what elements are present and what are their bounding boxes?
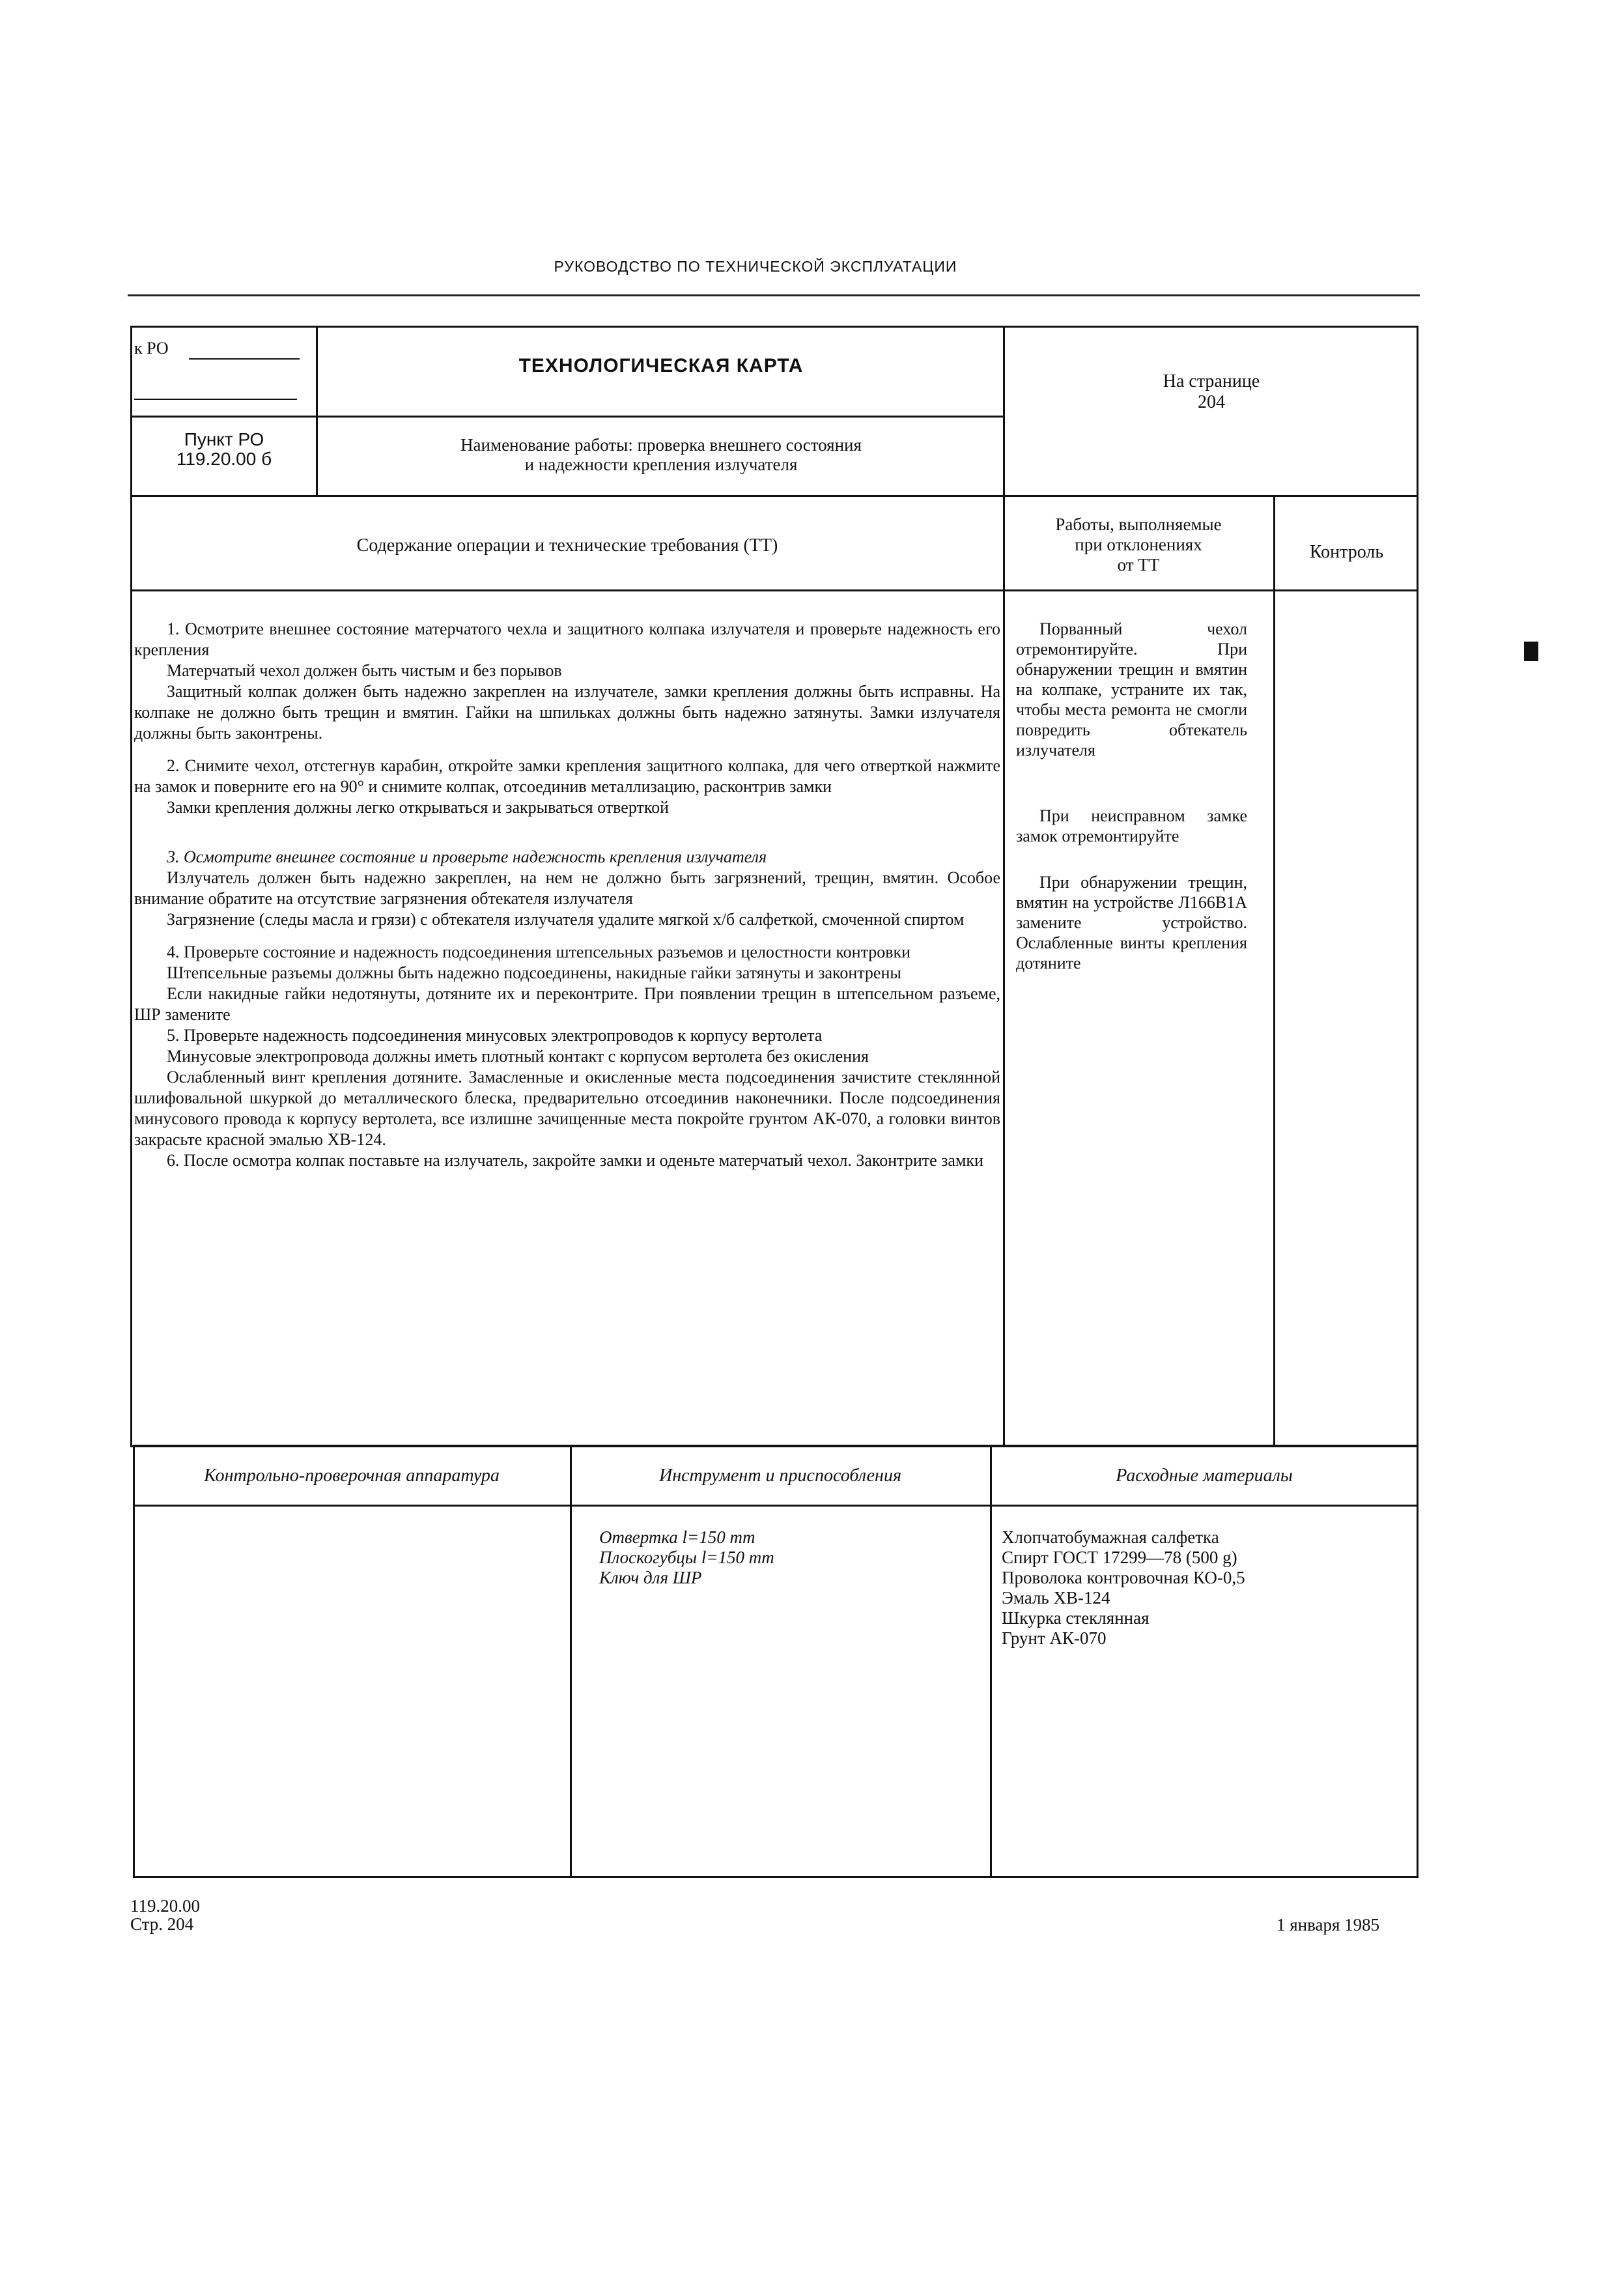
deviation-header-line: от ТТ [1117,555,1160,574]
footer-code-number: 119.20.00 [130,1896,200,1916]
punkt-ro [133,430,315,469]
divider [316,326,318,496]
operation-text: 4. Проверьте состояние и надежность подсоединения штепсельных разъемов и целостности контровки [167,942,911,961]
divider [133,1505,1418,1507]
scan-mark [1524,642,1538,661]
tool-item: Отвертка l=150 mm [599,1527,755,1547]
tool-item: Плоскогубцы l=150 mm [599,1548,774,1567]
material-item: Эмаль ХВ-124 [1002,1588,1110,1608]
divider [570,1445,572,1878]
content-column-header: Содержание операции и технические требования (ТТ) [356,535,778,556]
ref-ro-label: к РО [134,339,169,358]
material-item: Грунт АК-070 [1002,1628,1107,1648]
ref-ro-underline [134,399,297,400]
material-item: Проволока контровочная КО-0,5 [1002,1568,1245,1587]
operation-text: Загрязнение (следы масла и грязи) с обтекателя излучателя удалите мягкой х/б салфеткой, смоченной спиртом [167,910,965,929]
page-ref-number: 204 [1198,392,1225,412]
tools-header: Инструмент и приспособления [659,1466,901,1486]
operation-text: 6. После осмотра колпак поставьте на излучатель, закройте замки и оденьте матерчатый чехол. Законтрите замки [167,1151,983,1170]
operation-text: Если накидные гайки недотянуты, дотяните их и переконтрите. При появлении трещин в штепсельном разъеме, ШР замените [134,984,1000,1024]
ref-ro-underline [189,358,300,360]
operation-text: Замки крепления должны легко открываться и закрываться отверткой [167,798,670,817]
tools-list [599,1527,964,1588]
deviation-text: Порванный чехол отремонтируйте. При обнаружении трещин и вмятин на колпаке, устраните их так, чтобы места ремонта не смогли повредить обтекатель излучателя [1016,619,1247,759]
page-ref [1006,371,1417,413]
operation-text: Минусовые электропровода должны иметь плотный контакт с корпусом вертолета без окисления [167,1047,869,1066]
resources-table [133,1445,1418,1878]
materials-list [1002,1527,1366,1649]
deviation-text: При обнаружении трещин, вмятин на устройстве Л166В1А замените устройство. Ослабленные винты крепления дотяните [1016,873,1247,972]
work-name-line: и надежности крепления излучателя [524,455,798,474]
page-ref-label: На странице [1163,371,1260,391]
work-name-line: Наименование работы: проверка внешнего состояния [460,435,862,455]
equipment-header: Контрольно-проверочная аппаратура [204,1466,500,1486]
operation-text: Штепсельные разъемы должны быть надежно подсоединены, накидные гайки затянуты и законтрены [167,963,901,982]
operation-text: Защитный колпак должен быть надежно закреплен на излучателе, замки крепления должны быть исправны. На колпаке не должно быть трещин и вмятин. Гайки на шпильках должны быть надежно затянуты. Замки излучателя должны быть законтрены. [134,682,1000,743]
divider [990,1445,992,1878]
operation-text: Матерчатый чехол должен быть чистым и без порывов [167,661,562,680]
deviation-column-header [1008,515,1269,575]
material-item: Хлопчатобумажная салфетка [1002,1527,1219,1547]
divider [130,495,1418,497]
divider [130,589,1418,591]
material-item: Шкурка стеклянная [1002,1608,1150,1628]
material-item: Спирт ГОСТ 17299—78 (500 g) [1002,1548,1237,1567]
divider [1273,495,1275,1447]
operation-text: 5. Проверьте надежность подсоединения минусовых электропроводов к корпусу вертолета [167,1026,823,1045]
operation-text: 3. Осмотрите внешнее состояние и проверьте надежность крепления излучателя [167,847,767,866]
punkt-label: Пункт РО [184,429,264,449]
operation-text: Ослабленный винт крепления дотяните. Замасленные и окисленные места подсоединения зачистите стеклянной шлифовальной шкуркой до металлического блеска, предварительно отсоединив наконечники. После подсоединения минусового провода к корпусу вертолета, все излишне зачищенные места покройте грунтом АК-070, а головки винтов закрасьте красной эмалью ХВ-124. [134,1068,1000,1149]
footer-date: 1 января 1985 [1277,1915,1380,1935]
operation-text: Излучатель должен быть надежно закреплен, на нем не должно быть загрязнений, трещин, вмятин. Особое внимание обратите на отсутствие загрязнения обтекателя излучателя [134,868,1000,908]
deviation-text: При неисправном замке замок отремонтируйте [1016,806,1247,845]
punkt-number: 119.20.00 б [176,449,272,469]
card-title: ТЕХНОЛОГИЧЕСКАЯ КАРТА [518,355,804,376]
operation-text: 1. Осмотрите внешнее состояние матерчатого чехла и защитного колпака излучателя и проверьте надежность его крепления [134,619,1000,659]
divider [1003,326,1005,1447]
operation-text: 2. Снимите чехол, отстегнув карабин, откройте замки крепления защитного колпака, для чего отверткой нажмите на замок и поверните его на 90° и снимите колпак, отсоединив металлизацию, расконтрив замки [134,756,1000,796]
header-rule [128,294,1420,296]
control-column-header: Контроль [1309,542,1384,562]
operations-content [134,619,1000,1171]
deviations-content [1016,619,1247,973]
footer-code [130,1897,200,1933]
footer-page: Стр. 204 [130,1914,194,1934]
deviation-header-line: при отклонениях [1075,535,1202,554]
tool-item: Ключ для ШР [599,1568,702,1587]
deviation-header-line: Работы, выполняемые [1055,515,1222,534]
materials-header: Расходные материалы [1116,1466,1293,1486]
manual-title: РУКОВОДСТВО ПО ТЕХНИЧЕСКОЙ ЭКСПЛУАТАЦИИ [554,258,957,275]
work-name [319,435,1003,474]
divider [130,416,1003,418]
